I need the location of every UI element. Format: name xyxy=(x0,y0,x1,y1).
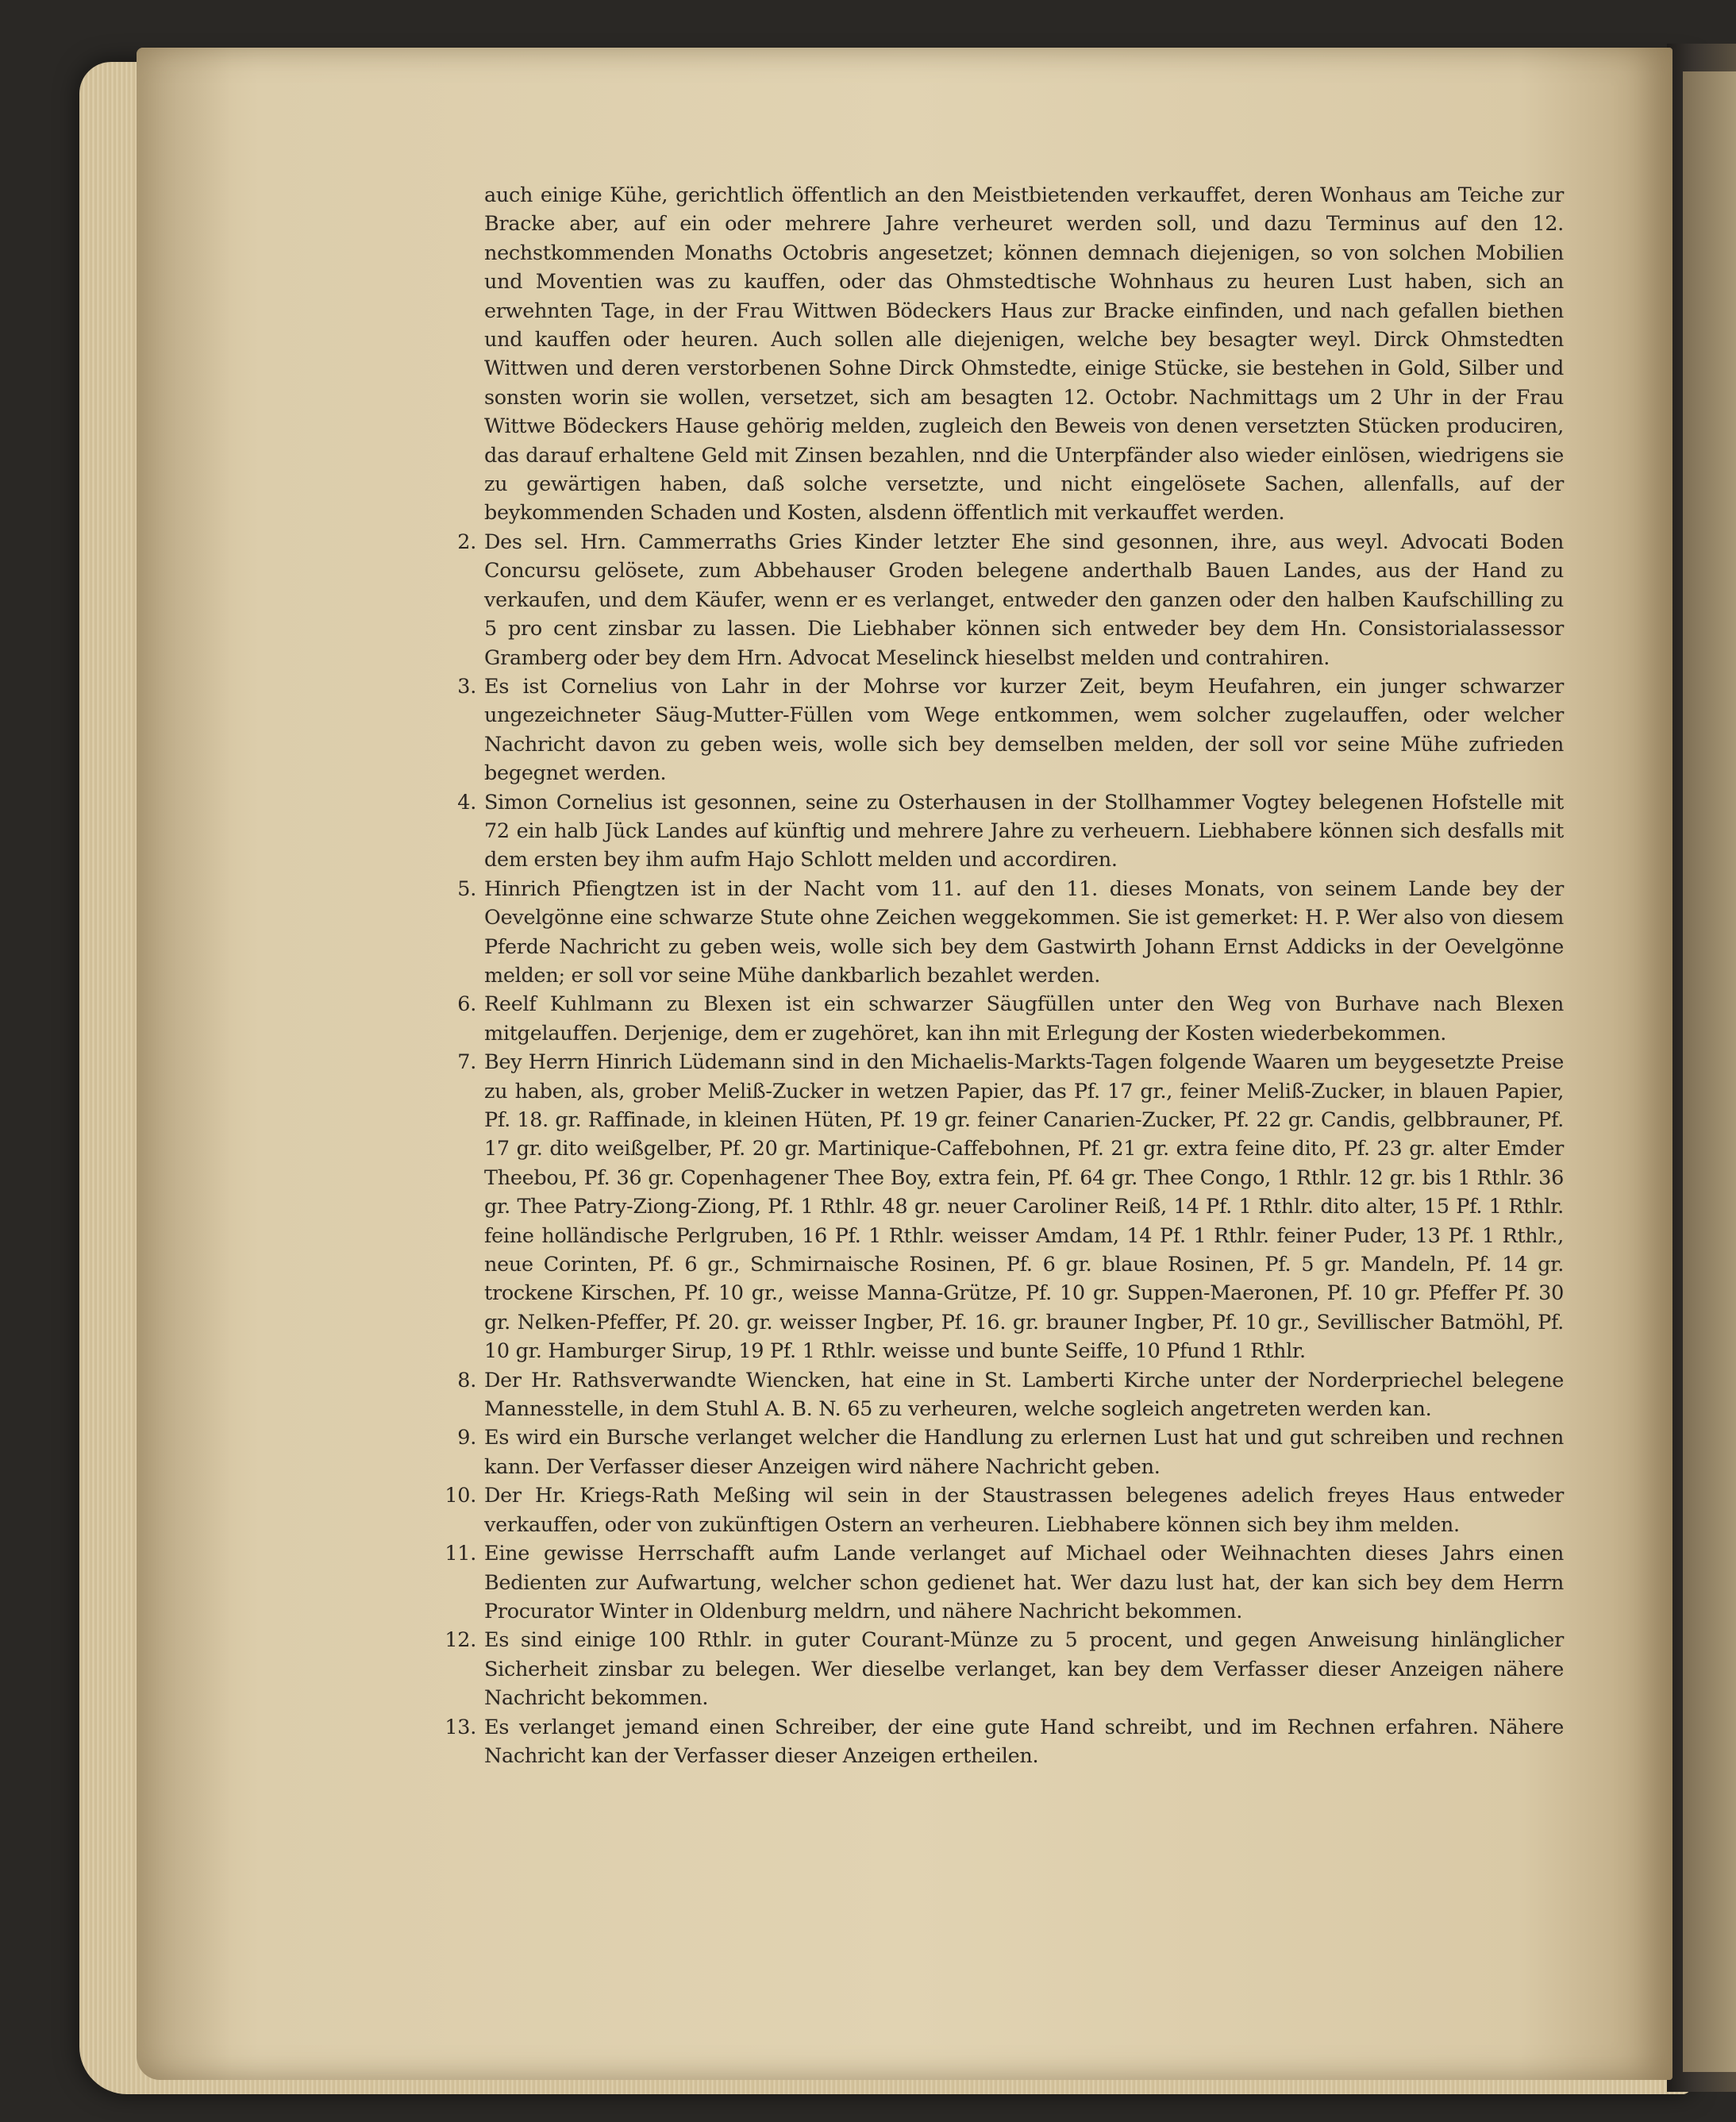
entry-text: Hinrich Pfiengtzen ist in der Nacht vom 11. auf den 11. dieses Monats, von seinem Lande bey der Oevelgönne eine schwarze Stute ohne Zeichen weggekommen. Sie ist gemerket: H. P. Wer also von diesem Pferde Nachricht zu geben weis, wolle sich bey dem Gastwirth Johann Ernst Addicks in der Oevelgönne melden; er soll vor seine Mühe dankbarlich bezahlet werden. xyxy=(484,876,1564,988)
entry-number: 6. xyxy=(457,992,476,1017)
list-item xyxy=(405,1539,1564,1626)
entry-number: 11. xyxy=(445,1542,476,1566)
list-item xyxy=(405,1481,1564,1539)
entry-text: Reelf Kuhlmann zu Blexen ist ein schwarzer Säugfüllen unter den Weg von Burhave nach Blexen mitgelauffen. Derjenige, dem er zugehöret, kan ihn mit Erlegung der Kosten wiederbekommen. xyxy=(484,992,1564,1046)
facing-page-edge xyxy=(1683,71,1736,2072)
entry-number: 4. xyxy=(457,790,476,815)
entry-text: Es verlanget jemand einen Schreiber, der eine gute Hand schreibt, und im Rechnen erfahren. Nähere Nachricht kan der Verfasser dieser Anzeigen ertheilen. xyxy=(484,1715,1564,1768)
entry-number: 9. xyxy=(457,1426,476,1450)
entry-text: Simon Cornelius ist gesonnen, seine zu Osterhausen in der Stollhammer Vogtey belegenen Hofstelle mit 72 ein halb Jück Landes auf künftig und mehrere Jahre zu verheuern. Liebhabere können sich desfalls mit dem ersten bey ihm aufm Hajo Schlott melden und accordiren. xyxy=(484,790,1564,872)
list-item xyxy=(405,875,1564,991)
entry-text: Bey Herrn Hinrich Lüdemann sind in den Michaelis-Markts-Tagen folgende Waaren um beygesetzte Preise zu haben, als, grober Meliß-Zucker in wetzen Papier, das Pf. 17 gr., feiner Meliß-Zucker, in blauen Papier, Pf. 18. gr. Raffinade, in kleinen Hüten, Pf. 19 gr. feiner Canarien-Zucker, Pf. 22 gr. Candis, gelbbrauner, Pf. 17 gr. dito weißgelber, Pf. 20 gr. Martinique-Caffebohnen, Pf. 21 gr. extra feine dito, Pf. 23 gr. alter Emder Theebou, Pf. 36 gr. Copenhagener Thee Boy, extra fein, Pf. 64 gr. Thee Congo, 1 Rthlr. 12 gr. bis 1 Rthlr. 36 gr. Thee Patry-Ziong-Ziong, Pf. 1 Rthlr. 48 gr. neuer Caroliner Reiß, 14 Pf. 1 Rthlr. dito alter, 15 Pf. 1 Rthlr. feine holländische Perlgruben, 16 Pf. 1 Rthlr. weisser Amdam, 14 Pf. 1 Rthlr. feiner Puder, 13 Pf. 1 Rthlr., neue Corinten, Pf. 6 gr., Schmirnaische Rosinen, Pf. 6 gr. blaue Rosinen, Pf. 5 gr. Mandeln, Pf. 14 gr. trockene Kirschen, Pf. 10 gr., weisse Manna-Grütze, Pf. 10 gr. Suppen-Maeronen, Pf. 10 gr. Pfeffer Pf. 30 gr. Nelken-Pfeffer, Pf. 20. gr. weisser Ingber, Pf. 16. gr. brauner Ingber, Pf. 10 gr., Sevillischer Batmöhl, Pf. 10 gr. Hamburger Sirup, 19 Pf. 1 Rthlr. weisse und bunte Seiffe, 10 Pfund 1 Rthlr. xyxy=(484,1050,1564,1364)
entry-number: 3. xyxy=(457,674,476,699)
entry-text: Des sel. Hrn. Cammerraths Gries Kinder letzter Ehe sind gesonnen, ihre, aus weyl. Advocati Boden Concursu gelösete, zum Abbehauser Groden belegene anderthalb Bauen Landes, aus der Hand zu verkaufen, und dem Käufer, wenn er es verlanget, entweder den ganzen oder den halben Kaufschilling zu 5 pro cent zinsbar zu lassen. Die Liebhaber können sich entweder bey dem Hn. Consistorialassessor Gramberg oder bey dem Hrn. Advocat Meselinck hieselbst melden und contrahiren. xyxy=(484,530,1564,670)
intro-paragraph: auch einige Kühe, gerichtlich öffentlich an den Meistbietenden verkauffet, deren Wonhaus am Teiche zur Bracke aber, auf ein oder mehrere Jahre verheuret werden soll, und dazu Terminus auf den 12. nechstkommenden Monaths Octobris angesetzet; können demnach diejenigen, so von solchen Mobilien und Moventien was zu kauffen, oder das Ohmstedtische Wohnhaus zu heuren Lust haben, sich an erwehnten Tage, in der Frau Wittwen Bödeckers Haus zur Bracke einfinden, und nach gefallen biethen und kauffen oder heuren. Auch sollen alle diejenigen, welche bey besagter weyl. Dirck Ohmstedten Wittwen und deren verstorbenen Sohne Dirck Ohmstedte, einige Stücke, sie bestehen in Gold, Silber und sonsten worin sie wollen, versetzet, sich am besagten 12. Octobr. Nachmittags um 2 Uhr in der Frau Wittwe Bödeckers Hause gehörig melden, zugleich den Beweis von denen versetzten Stücken produciren, das darauf erhaltene Geld mit Zinsen bezahlen, nnd die Unterpfänder also wieder einlösen, wiedrigens sie zu gewärtigen haben, daß solche versetzte, und nicht eingelösete Sachen, allenfalls, auf der beykommenden Schaden und Kosten, alsdenn öffentlich mit verkauffet werden. xyxy=(484,183,1564,526)
list-item xyxy=(405,1423,1564,1481)
entry-number: 12. xyxy=(445,1628,476,1653)
list-item xyxy=(405,528,1564,672)
entry-number: 13. xyxy=(445,1715,476,1739)
entry-number: 10. xyxy=(445,1484,476,1508)
entry-text: Der Hr. Kriegs-Rath Meßing wil sein in der Staustrassen belegenes adelich freyes Haus entweder verkauffen, oder von zukünftigen Ostern an verheuren. Liebhabere können sich bey ihm melden. xyxy=(484,1484,1564,1537)
list-item xyxy=(405,672,1564,788)
entry-text: Es sind einige 100 Rthlr. in guter Courant-Münze zu 5 procent, und gegen Anweisung hinlänglicher Sicherheit zinsbar zu belegen. Wer dieselbe verlanget, kan bey dem Verfasser dieser Anzeigen nähere Nachricht bekommen. xyxy=(484,1628,1564,1711)
entry-number: 2. xyxy=(457,530,476,554)
page-text xyxy=(405,181,1564,1770)
page-shadow xyxy=(137,48,232,2080)
list-item xyxy=(405,788,1564,875)
entry-text: Eine gewisse Herrschafft aufm Lande verlanget auf Michael oder Weihnachten dieses Jahrs einen Bedienten zur Aufwartung, welcher schon gedienet hat. Wer dazu lust hat, der kan sich bey dem Herrn Procurator Winter in Oldenburg meldrn, und nähere Nachricht bekommen. xyxy=(484,1542,1564,1623)
entry-number: 8. xyxy=(457,1368,476,1392)
entry-text: Es ist Cornelius von Lahr in der Mohrse vor kurzer Zeit, beym Heufahren, ein junger schwarzer ungezeichneter Säug-Mutter-Füllen vom Wege entkommen, wem solcher zugelauffen, oder welcher Nachricht davon zu geben weis, wolle sich bey demselben melden, der soll vor seine Mühe zufrieden begegnet werden. xyxy=(484,674,1564,786)
list-item xyxy=(405,1366,1564,1424)
list-item xyxy=(405,1626,1564,1712)
entry-number: 5. xyxy=(457,876,476,901)
list-item xyxy=(405,1713,1564,1771)
entry-text: Es wird ein Bursche verlanget welcher die Handlung zu erlernen Lust hat und gut schreiben und rechnen kann. Der Verfasser dieser Anzeigen wird nähere Nachricht geben. xyxy=(484,1426,1564,1479)
list-item xyxy=(405,1048,1564,1365)
list-item xyxy=(405,990,1564,1048)
entry-text: Der Hr. Rathsverwandte Wiencken, hat eine in St. Lamberti Kirche unter der Norderpriechel belegene Mannesstelle, in dem Stuhl A. B. N. 65 zu verheuren, welche sogleich angetreten werden kan. xyxy=(484,1368,1564,1422)
entry-number: 7. xyxy=(457,1050,476,1075)
